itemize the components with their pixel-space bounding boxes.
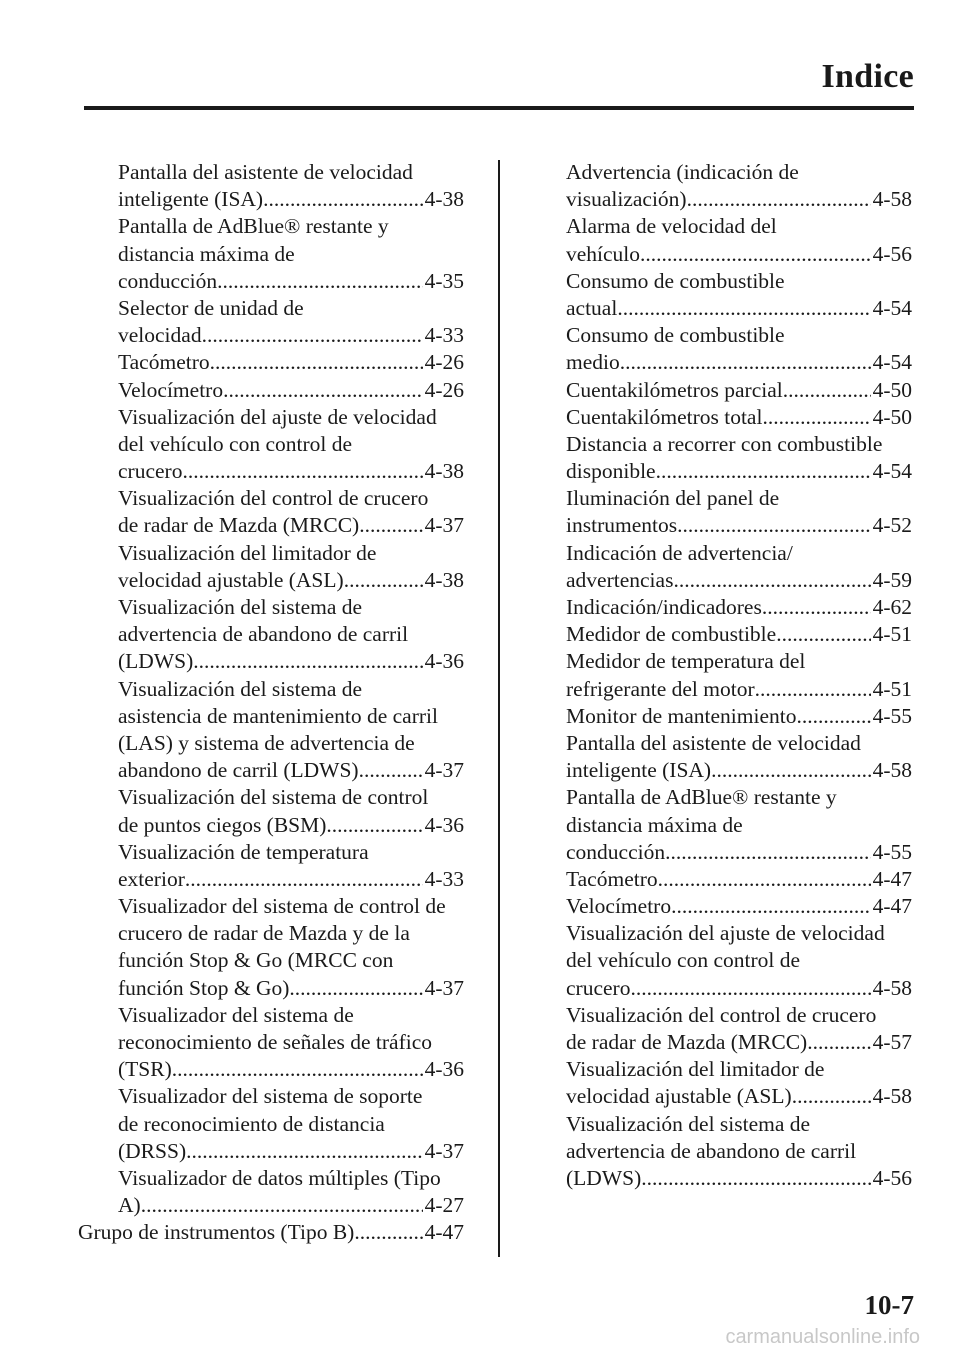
index-line [118,730,464,757]
dot-leader [210,349,423,376]
index-entry-text: Tacómetro [118,350,210,375]
index-entry-text: A) [118,1193,141,1218]
index-entry-text: Visualización del sistema de [118,595,363,619]
index-page-ref: 4-38 [424,567,464,592]
index-line [566,512,912,539]
index-line [566,540,912,567]
index-line [118,377,464,404]
index-page-ref: 4-50 [872,377,912,402]
index-entry-text: (LDWS) [566,1165,642,1190]
index-entry-text: Velocímetro [566,894,672,919]
index-entry-text: disponible [566,459,656,484]
index-entry-text: Cuentakilómetros parcial [566,377,783,402]
index-entry-text: Selector de unidad de [118,295,304,320]
index-entry-text: Velocímetro [118,377,224,402]
index-entry-text: exterior [118,866,185,891]
dot-leader [326,812,422,839]
index-entry-text: actual [566,295,618,320]
index-line [118,975,464,1002]
index-entry-text: de radar de Mazda (MRCC) [118,513,360,538]
index-line [566,866,912,893]
index-page-ref: 4-52 [872,513,912,538]
index-page-ref: 4-56 [872,241,912,266]
index-line [566,703,912,730]
dot-leader [289,975,422,1002]
index-page-ref: 4-51 [872,622,912,647]
index-page-ref: 4-58 [872,975,912,1000]
index-line [566,621,912,648]
index-line [566,784,912,811]
index-page-ref: 4-51 [872,676,912,701]
index-page-ref: 4-62 [872,595,912,619]
index-line [566,458,912,485]
index-page-ref: 4-37 [424,513,464,538]
index-line [118,893,464,920]
dot-leader [797,703,871,730]
index-entry-text: advertencia de abandono de carril [118,622,409,647]
index-line [566,241,912,268]
index-line [118,1056,464,1083]
index-line [566,893,912,920]
index-entry-text: de radar de Mazda (MRCC) [566,1030,808,1054]
index-entry-text: velocidad ajustable (ASL) [566,1084,792,1109]
index-entry-text: Visualizador del sistema de control de [118,894,446,919]
dot-leader [762,404,870,431]
dot-leader [354,1219,422,1246]
index-page-ref: 4-36 [424,1057,464,1082]
index-entry-text: conducción [118,268,218,293]
index-line [118,458,464,485]
index-line [566,268,912,295]
dot-leader [807,1029,870,1056]
dot-leader [359,757,423,784]
index-line [118,404,464,431]
index-page-ref: 4-36 [424,649,464,674]
index-entry-text: Medidor de temperatura del [566,649,806,674]
index-page-ref: 4-50 [872,404,912,429]
dot-leader [185,866,423,893]
index-line [118,947,464,974]
index-entry-text: conducción [566,839,666,864]
index-entry-text: Visualizador de datos múltiples (Tipo [118,1165,441,1190]
index-entry-text: inteligente (ISA) [118,187,264,212]
index-entry-text: vehículo [566,241,641,266]
index-page-ref: 4-57 [872,1030,912,1054]
index-entry-text: Visualización del ajuste de velocidad [566,921,885,946]
dot-leader [640,241,871,268]
index-entry-text: Visualizador del sistema de [118,1002,354,1027]
index-page-ref: 4-54 [872,295,912,320]
index-entry-text: (LAS) y sistema de advertencia de [118,730,415,755]
index-line [118,349,464,376]
index-line [118,1165,464,1192]
index-entry-text: advertencias [566,567,674,592]
index-line [566,839,912,866]
index-entry-text: reconocimiento de señales de tráfico [118,1030,432,1054]
index-entry-text: Pantalla del asistente de velocidad [566,730,861,755]
index-line [118,757,464,784]
index-line [118,920,464,947]
dot-leader [783,377,871,404]
index-line [566,1165,912,1192]
index-line [118,648,464,675]
header-rule [84,106,914,110]
index-line [566,676,912,703]
index-line [78,1219,464,1246]
index-entry-text: velocidad ajustable (ASL) [118,567,344,592]
index-entry-text: Advertencia (indicación de [566,160,799,184]
index-line [118,1111,464,1138]
index-page-ref: 4-27 [424,1193,464,1218]
index-entry-text: Grupo de instrumentos (Tipo B) [78,1220,355,1245]
dot-leader [687,186,871,213]
index-page-ref: 4-58 [872,187,912,212]
index-entry-text: Visualización de temperatura [118,839,369,864]
index-line [118,812,464,839]
dot-leader [711,757,870,784]
index-line [566,1029,912,1056]
index-entry-text: distancia máxima de [118,241,295,266]
dot-leader [141,1192,423,1219]
index-entry-text: de reconocimiento de distancia [118,1111,385,1136]
index-line [118,512,464,539]
index-entry-text: Pantalla del asistente de velocidad [118,160,413,184]
index-page-ref: 4-33 [424,323,464,348]
index-page-ref: 4-55 [872,839,912,864]
index-page-ref: 4-59 [872,567,912,592]
index-line [566,1083,912,1110]
page-number: 10-7 [864,1290,914,1320]
index-line [566,567,912,594]
index-line [566,159,912,186]
column-divider [498,160,500,1257]
index-entry-text: (TSR) [118,1057,172,1082]
index-line [566,975,912,1002]
index-line [118,621,464,648]
index-page-ref: 4-26 [424,377,464,402]
index-entry-text: Indicación de advertencia/ [566,540,793,565]
index-entry-text: función Stop & Go (MRCC con [118,948,394,973]
dot-leader [630,975,870,1002]
index-page-ref: 4-33 [424,866,464,891]
index-entry-text: crucero [118,459,183,484]
index-line [566,1056,912,1083]
index-page-ref: 4-37 [424,1138,464,1163]
index-line [118,839,464,866]
index-entry-text: (LDWS) [118,649,194,674]
index-line [118,866,464,893]
index-entry-text: Visualización del sistema de control [118,785,429,810]
dot-leader [755,676,871,703]
dot-leader [671,893,871,920]
index-line [566,404,912,431]
dot-leader [658,866,871,893]
index-column-left [78,159,464,1247]
index-entry-text: distancia máxima de [566,812,743,837]
index-entry-text: Visualización del limitador de [118,540,377,565]
dot-leader [263,186,422,213]
index-entry-text: refrigerante del motor [566,676,755,701]
index-line [118,1002,464,1029]
index-page-ref: 4-58 [872,758,912,783]
index-line [118,159,464,186]
index-entry-text: Visualización del ajuste de velocidad [118,404,437,429]
index-line [566,377,912,404]
watermark: carmanualsonline.info [725,1326,920,1348]
index-page-ref: 4-38 [424,459,464,484]
index-line [118,703,464,730]
dot-leader [656,458,871,485]
index-entry-text: abandono de carril (LDWS) [118,758,359,783]
index-entry-text: Visualización del limitador de [566,1057,825,1082]
index-entry-text: Visualización del control de crucero [118,486,429,511]
dot-leader [359,512,422,539]
index-entry-text: Visualización del sistema de [118,676,363,701]
index-page-ref: 4-37 [424,975,464,1000]
index-page-ref: 4-36 [424,812,464,837]
dot-leader [202,322,423,349]
index-line [118,540,464,567]
index-line [566,431,912,458]
dot-leader [182,458,422,485]
index-line [118,784,464,811]
index-page-ref: 4-54 [872,459,912,484]
index-line [566,730,912,757]
index-entry-text: crucero [566,975,631,1000]
index-entry-text: Visualización del sistema de [566,1111,811,1136]
dot-leader [217,268,422,295]
dot-leader [172,1056,423,1083]
index-line [566,648,912,675]
index-page-ref: 4-26 [424,350,464,375]
index-entry-text: Pantalla de AdBlue® restante y [566,785,837,810]
index-entry-text: Consumo de combustible [566,323,785,348]
index-line [566,1111,912,1138]
index-entry-text: Cuentakilómetros total [566,404,763,429]
index-entry-text: (DRSS) [118,1138,187,1163]
index-entry-text: Consumo de combustible [566,268,785,293]
dot-leader [665,839,870,866]
index-entry-text: inteligente (ISA) [566,758,712,783]
index-entry-text: instrumentos [566,513,678,538]
dot-leader [641,1165,870,1192]
index-entry-text: del vehículo con control de [566,948,801,973]
index-line [118,322,464,349]
dot-leader [223,377,423,404]
dot-leader [617,295,870,322]
dot-leader [762,594,871,621]
index-entry-text: Distancia a recorrer con combustible [566,431,883,456]
index-entry-text: del vehículo con control de [118,431,353,456]
index-entry-text: Pantalla de AdBlue® restante y [118,214,389,239]
index-line [118,1029,464,1056]
index-entry-text: función Stop & Go) [118,975,290,1000]
index-entry-text: advertencia de abandono de carril [566,1138,857,1163]
index-entry-text: asistencia de mantenimiento de carril [118,703,438,728]
index-entry-text: Tacómetro [566,866,658,891]
index-line [118,186,464,213]
index-page-ref: 4-37 [424,758,464,783]
index-line [566,947,912,974]
index-entry-text: visualización) [566,187,687,212]
index-entry-text: medio [566,350,620,375]
index-entry-text: crucero de radar de Mazda y de la [118,921,410,946]
index-page-ref: 4-58 [872,1084,912,1109]
index-line [118,268,464,295]
index-page-ref: 4-47 [872,866,912,891]
dot-leader [776,621,870,648]
index-entry-text: de puntos ciegos (BSM) [118,812,327,837]
index-line [566,757,912,784]
index-entry-text: Alarma de velocidad del [566,214,777,239]
dot-leader [620,349,871,376]
index-entry-text: Monitor de mantenimiento [566,703,797,728]
index-line [118,431,464,458]
index-line [566,1138,912,1165]
index-line [118,1192,464,1219]
index-line [566,295,912,322]
page-title: Indice [821,58,914,95]
index-line [566,485,912,512]
dot-leader [677,512,870,539]
index-line [118,241,464,268]
dot-leader [193,648,422,675]
index-line [118,213,464,240]
index-column-right [566,159,912,1192]
index-page-ref: 4-55 [872,703,912,728]
index-page-ref: 4-35 [424,268,464,293]
index-line [566,920,912,947]
index-line [118,676,464,703]
dot-leader [792,1083,871,1110]
index-line [566,1002,912,1029]
index-page-ref: 4-54 [872,350,912,375]
index-line [566,594,912,621]
dot-leader [673,567,870,594]
index-line [566,349,912,376]
index-page-ref: 4-56 [872,1165,912,1190]
index-line [118,594,464,621]
index-entry-text: Medidor de combustible [566,622,777,647]
index-entry-text: Iluminación del panel de [566,486,780,511]
index-line [118,485,464,512]
dot-leader [344,567,423,594]
index-line [566,186,912,213]
index-line [566,812,912,839]
index-line [118,567,464,594]
index-line [118,295,464,322]
index-line [118,1138,464,1165]
index-entry-text: Visualización del control de crucero [566,1002,877,1027]
index-entry-text: Indicación/indicadores [566,595,762,619]
index-entry-text: Visualizador del sistema de soporte [118,1084,423,1109]
index-page-ref: 4-47 [872,894,912,919]
dot-leader [186,1138,422,1165]
index-entry-text: velocidad [118,323,202,348]
index-page-ref: 4-47 [424,1220,464,1245]
index-line [566,322,912,349]
index-page-ref: 4-38 [424,187,464,212]
index-line [566,213,912,240]
index-line [118,1083,464,1110]
